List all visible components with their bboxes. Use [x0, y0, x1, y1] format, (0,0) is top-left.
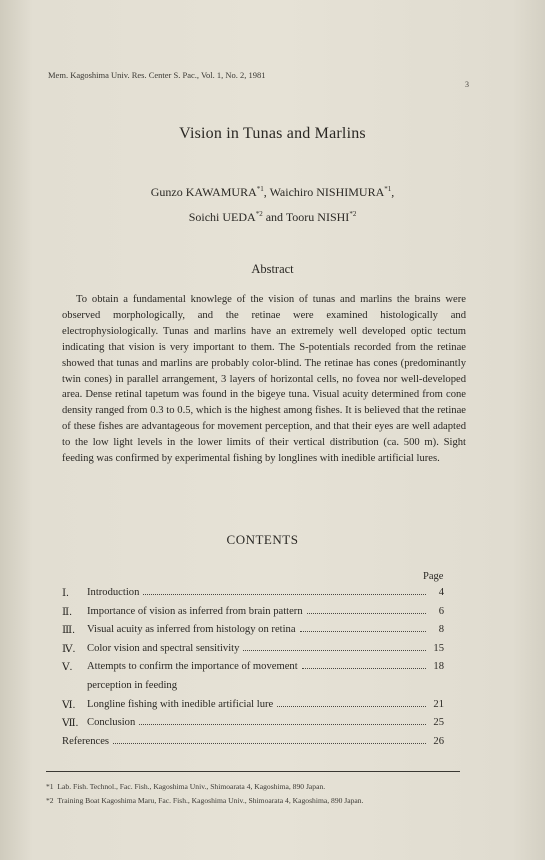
footnote — [46, 780, 364, 794]
toc-leader — [277, 706, 426, 707]
toc-item — [62, 643, 444, 662]
toc-item — [62, 661, 444, 680]
page-number: 3 — [465, 80, 469, 89]
toc-leader — [302, 668, 426, 669]
toc-item — [62, 587, 444, 606]
toc-text: Color vision and spectral sensitivity — [87, 642, 240, 654]
footnote — [46, 794, 364, 808]
toc-text: Attempts to confirm the importance of movement — [87, 661, 298, 672]
author-line-2: Soichi UEDA$^{*2}$ and Tooru NISHI$^{*2}$ — [188, 210, 357, 224]
footnote-mark: *1 — [46, 782, 54, 791]
toc-page: 26 — [433, 735, 444, 747]
toc-text: perception in feeding — [87, 679, 178, 691]
footnote-mark: *2 — [46, 796, 54, 805]
abstract-text: To obtain a fundamental knowlege of the vision of tunas and marlins the brains were observed morphologically, and the retinae were examined histologically and electrophysiologically. Tunas and marlins have an extremely well developed optic tectum indicating that vision is very important to them. The S-potentials recorded from the retinae showed that tunas and marlins are probably color-blind. The retinae has cones (predominantly twin cones) in parallel arrangement, 3 layers of horizontal cells, no fovea nor well-developed area. Dense retinal tapetum was found in the bigeye tuna. Visual acuity determined from cone density ranged from 0.3 to 0.5, which is the highest among fishes. It is believed that the retinae of these fishes are advantageous for movement perception, and that their eyes are well adapted to the low light levels in the lower limits of their vertical distribution (ca. 500 m). Sight feeding was confirmed by experimental fishing by longlines with inedible artificial lures. — [62, 294, 466, 465]
toc-number: Ⅴ. — [62, 662, 73, 673]
abstract-body — [62, 292, 466, 467]
toc-leader — [139, 724, 426, 725]
toc-number: Ⅶ. — [62, 718, 79, 729]
abstract-heading: Abstract — [251, 262, 294, 276]
toc-text: Introduction — [87, 587, 140, 598]
footnote-text: Training Boat Kagoshima Maru, Fac. Fish., Kagoshima Univ., Shimoarata 4, Kagoshima, 890 Japan. — [57, 796, 364, 805]
table-of-contents — [62, 587, 444, 754]
toc-page: 25 — [433, 717, 444, 728]
author-line-1: Gunzo KAWAMURA$^{*1}$, Waichiro NISHIMURA$^{*1}$, — [150, 185, 395, 199]
toc-leader — [307, 613, 426, 614]
toc-text: Visual acuity as inferred from histology on retina — [87, 624, 296, 635]
toc-text: Conclusion — [87, 717, 136, 728]
footnote-text: Lab. Fish. Technol., Fac. Fish., Kagoshima Univ., Shimoarata 4, Kagoshima, 890 Japan. — [57, 782, 326, 791]
toc-text: References — [62, 735, 110, 747]
footnotes — [46, 780, 364, 808]
toc-number: Ⅲ. — [62, 625, 75, 636]
contents-page-label: Page — [423, 571, 444, 582]
toc-item — [62, 699, 444, 718]
toc-number: Ⅰ. — [62, 588, 69, 599]
footnote-rule — [46, 771, 460, 772]
author-name: Tooru NISHI — [285, 210, 350, 224]
author-list — [0, 178, 545, 228]
toc-item — [62, 717, 444, 736]
toc-number: Ⅱ. — [62, 606, 72, 618]
author-name: Gunzo KAWAMURA — [150, 185, 257, 199]
affiliation-mark: *2 — [349, 210, 357, 218]
affiliation-mark: *1 — [384, 185, 392, 193]
paper-title: Vision in Tunas and Marlins — [179, 125, 366, 142]
toc-page: 21 — [433, 698, 444, 710]
toc-item — [62, 624, 444, 643]
toc-page: 6 — [438, 605, 444, 617]
toc-leader — [143, 594, 426, 595]
toc-text: Longline fishing with inedible artificial lure — [87, 698, 274, 710]
author-name: Soichi UEDA — [188, 210, 256, 224]
toc-page: 15 — [433, 642, 444, 654]
toc-page: 18 — [433, 661, 444, 672]
toc-item-continuation — [62, 680, 444, 699]
author-name: Waichiro NISHIMURA — [269, 185, 385, 199]
affiliation-mark: *2 — [255, 210, 263, 218]
toc-number: Ⅳ. — [62, 643, 76, 655]
toc-page: 4 — [438, 587, 444, 598]
toc-item — [62, 606, 444, 625]
affiliation-mark: *1 — [256, 185, 264, 193]
toc-leader — [300, 631, 426, 632]
toc-leader — [113, 743, 426, 744]
journal-header: Mem. Kagoshima Univ. Res. Center S. Pac., Vol. 1, No. 2, 1981 — [48, 70, 266, 80]
toc-page: 8 — [438, 624, 444, 635]
toc-number: Ⅵ. — [62, 699, 76, 711]
toc-leader — [243, 650, 426, 651]
toc-references — [62, 736, 444, 755]
contents-heading: CONTENTS — [226, 532, 299, 547]
toc-text: Importance of vision as inferred from brain pattern — [87, 605, 303, 617]
